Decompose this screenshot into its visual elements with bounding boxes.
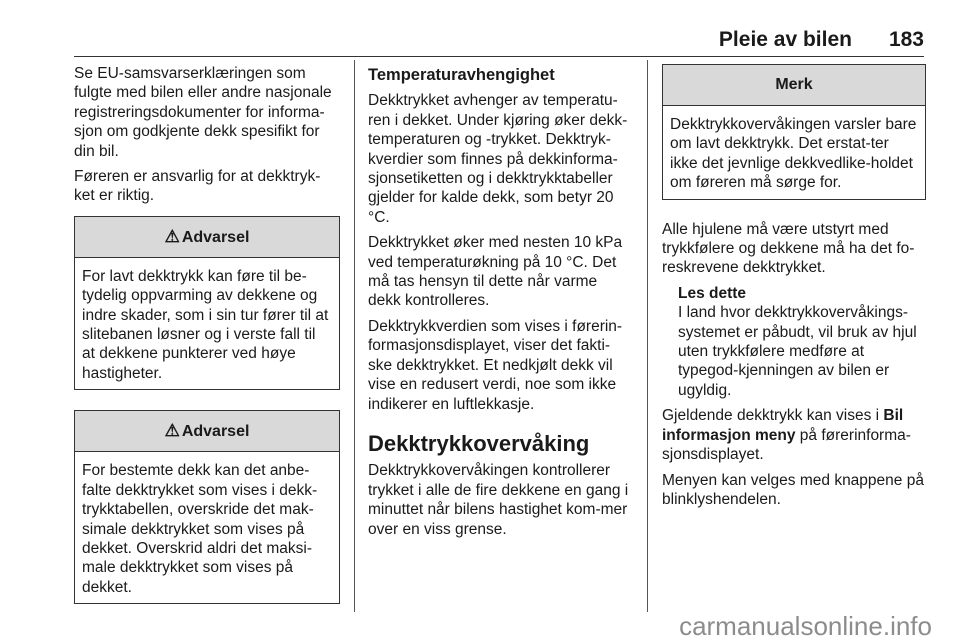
- paragraph: [662, 406, 926, 464]
- warning-icon: ⚠: [164, 421, 180, 441]
- column-3: [662, 64, 926, 515]
- page-header: [0, 0, 960, 60]
- warning-box-header: [75, 411, 339, 452]
- heading-tire-pressure-monitoring: Dekktrykkovervåking: [368, 430, 590, 456]
- paragraph: Alle hjulene må være utstyrt med trykkfølere og dekkene må ha det fo-reskrevene dekktrykket.: [662, 220, 915, 277]
- note-title: Les dette: [678, 284, 747, 302]
- column-divider-2: [647, 60, 648, 612]
- warning-title: Advarsel: [181, 423, 250, 441]
- menu-name: Bil informasjon meny: [662, 407, 904, 444]
- watermark: carmanualsonline.info: [679, 611, 932, 641]
- paragraph: Se EU-samsvarserklæringen som fulgte med bilen eller andre nasjonale registreringsdokumenter for informa-sjon om godkjente dekk spesifikt for din bil.: [74, 65, 332, 160]
- warning-box-text: For bestemte dekk kan det anbe-falte dekktrykket som vises i dekk-trykktabellen, overskride det mak-simale dekktrykket som vises på dekket. Overskrid aldri det maksi-male dekktrykket som vises på dekket.: [82, 462, 318, 596]
- warning-box-header: [75, 217, 339, 258]
- warning-title: Advarsel: [181, 228, 250, 246]
- paragraph: Menyen kan velges med knappene på blinklyshendelen.: [662, 471, 924, 508]
- warning-icon: ⚠: [164, 226, 180, 246]
- warning-box-2: [74, 410, 340, 604]
- column-1: [74, 64, 340, 624]
- header-rule: [74, 56, 924, 57]
- paragraph: Dekktrykkverdien som vises i førerin-formasjonsdisplayet, viser det fakti-ske dekktrykket. Et nedkjølt dekk vil vise en redusert verdi, noe som ikke indikerer en luftlekkasje.: [368, 317, 623, 413]
- text-run: på førerinforma-sjonsdisplayet.: [662, 426, 911, 464]
- note-box: [662, 64, 926, 200]
- subheading-temperature: Temperaturavhengighet: [368, 66, 555, 84]
- note-box-header: Merk: [663, 65, 925, 106]
- paragraph: Dekktrykket øker med nesten 10 kPa ved temperaturøkning på 10 °C. Det må tas hensyn til dette når varme dekk kontrolleres.: [368, 234, 623, 310]
- text-run: Gjeldende dekktrykk kan vises i: [662, 407, 884, 425]
- page-number: 183: [888, 28, 924, 51]
- note-text: I land hvor dekktrykkovervåkings-systemet er påbudt, vil bruk av hjul uten trykkfølere medføre at typegod-kjenningen av bilen er ugyldig.: [678, 304, 917, 399]
- column-2: [368, 64, 634, 545]
- column-divider-1: [354, 60, 355, 612]
- paragraph: Dekktrykkovervåkingen kontrollerer trykket i alle de fire dekkene en gang i minuttet når bilens hastighet kom-mer over en viss grense.: [368, 462, 629, 538]
- paragraph: Dekktrykket avhenger av temperatu-ren i dekket. Under kjøring øker dekk-temperaturen og -trykket. Dekktryk-kverdier som finnes på dekkinforma-sjonsetiketten og i dekktrykktabeller gjelder for kalde dekk, som betyr 20 °C.: [368, 92, 628, 226]
- paragraph: Føreren er ansvarlig for at dekktryk-ket er riktig.: [74, 168, 321, 205]
- warning-box-1: [74, 216, 340, 390]
- note-box-text: Dekktrykkovervåkingen varsler bare om lavt dekktrykk. Det erstat-ter ikke det jevnlige dekkvedlike-holdet om føreren må sørge for.: [670, 116, 917, 192]
- read-this-note: [678, 284, 926, 400]
- warning-box-text: For lavt dekktrykk kan føre til be-tydelig oppvarming av dekkene og indre skader, som i sin tur fører til at slitebanen løsner og i verste fall til at dekkene punkterer ved høye hastigheter.: [82, 267, 329, 382]
- section-title: Pleie av bilen: [718, 28, 852, 51]
